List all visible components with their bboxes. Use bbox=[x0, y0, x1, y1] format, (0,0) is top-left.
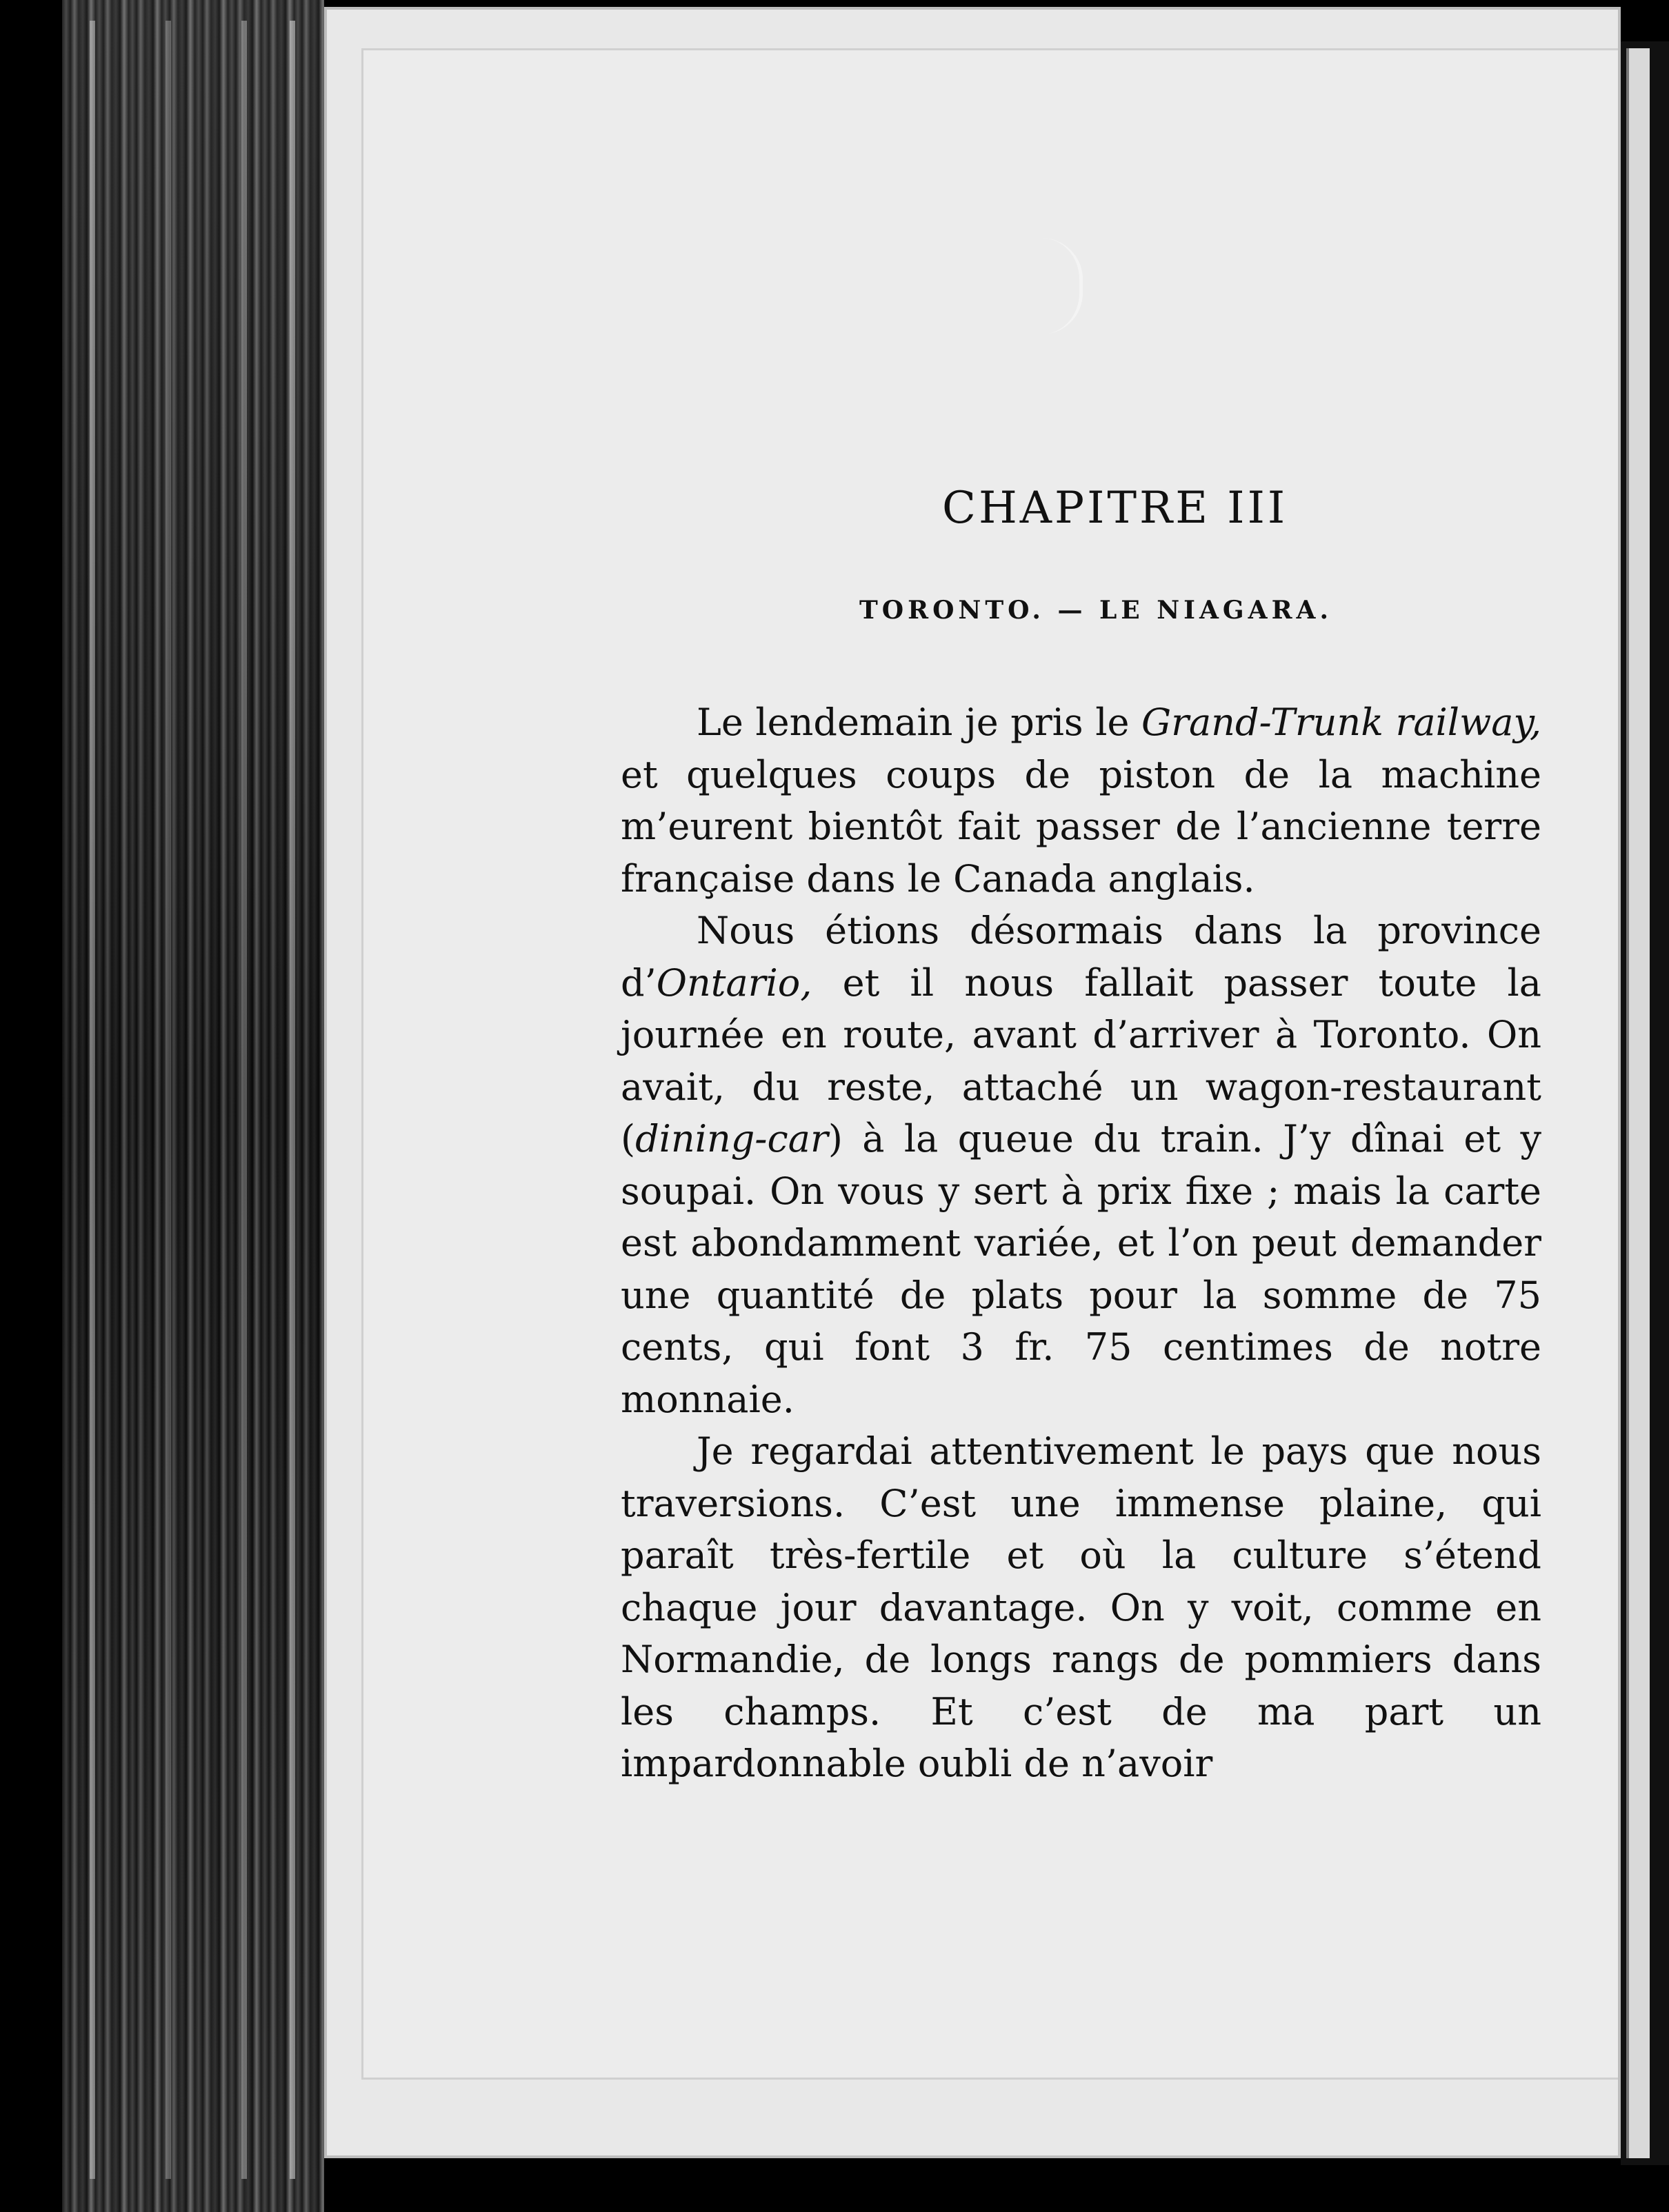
next-page-edge bbox=[1621, 41, 1669, 2165]
italic-text: dining-car bbox=[635, 1117, 828, 1160]
text-run: ) à la queue du train. J’y dînai et y soupai. On vous y sert à prix fixe ; mais la carte est abondamment variée, et l’on peut demander une quantité de plats pour la somme de 75 cents, qui font 3 fr. 75 centimes de notre monnaie. bbox=[621, 1117, 1541, 1421]
text-run: Nous étions désormais dans la province d’ bbox=[621, 909, 1541, 1005]
text-run: et quelques coups de piston de la machine m’eurent bientôt fait passer de l’ancienne terre française dans le Canada anglais. bbox=[621, 752, 1541, 901]
edge-strip bbox=[290, 21, 295, 2179]
chapter-body bbox=[621, 696, 1541, 1790]
text-run: et il nous fallait passer toute la journée en route, avant d’arriver à Toronto. On avait, du reste, attaché un wagon-restaurant ( bbox=[621, 961, 1541, 1160]
italic-text: Grand-Trunk railway, bbox=[1141, 701, 1541, 744]
chapter-title: CHAPITRE III bbox=[942, 483, 1288, 534]
text-run: Le lendemain je pris le bbox=[697, 701, 1142, 744]
next-page-sliver bbox=[1626, 48, 1650, 2158]
paragraph bbox=[621, 696, 1541, 905]
italic-text: Ontario, bbox=[656, 961, 812, 1005]
paragraph bbox=[621, 1425, 1541, 1790]
edge-strip bbox=[90, 21, 95, 2179]
text-run: Je regardai attentivement le pays que nous traversions. C’est une immense plaine, qui paraît très-fertile et où la culture s’étend chaque jour davantage. On y voit, comme en Normandie, de longs rangs de pommiers dans les champs. Et c’est de ma part un impardonnable oubli de n’avoir bbox=[621, 1429, 1541, 1785]
edge-strip bbox=[166, 21, 171, 2179]
book-fore-edge bbox=[62, 0, 324, 2212]
edge-strip bbox=[241, 21, 247, 2179]
chapter-subtitle: TORONTO. — LE NIAGARA. bbox=[859, 596, 1332, 625]
paragraph bbox=[621, 905, 1541, 1425]
